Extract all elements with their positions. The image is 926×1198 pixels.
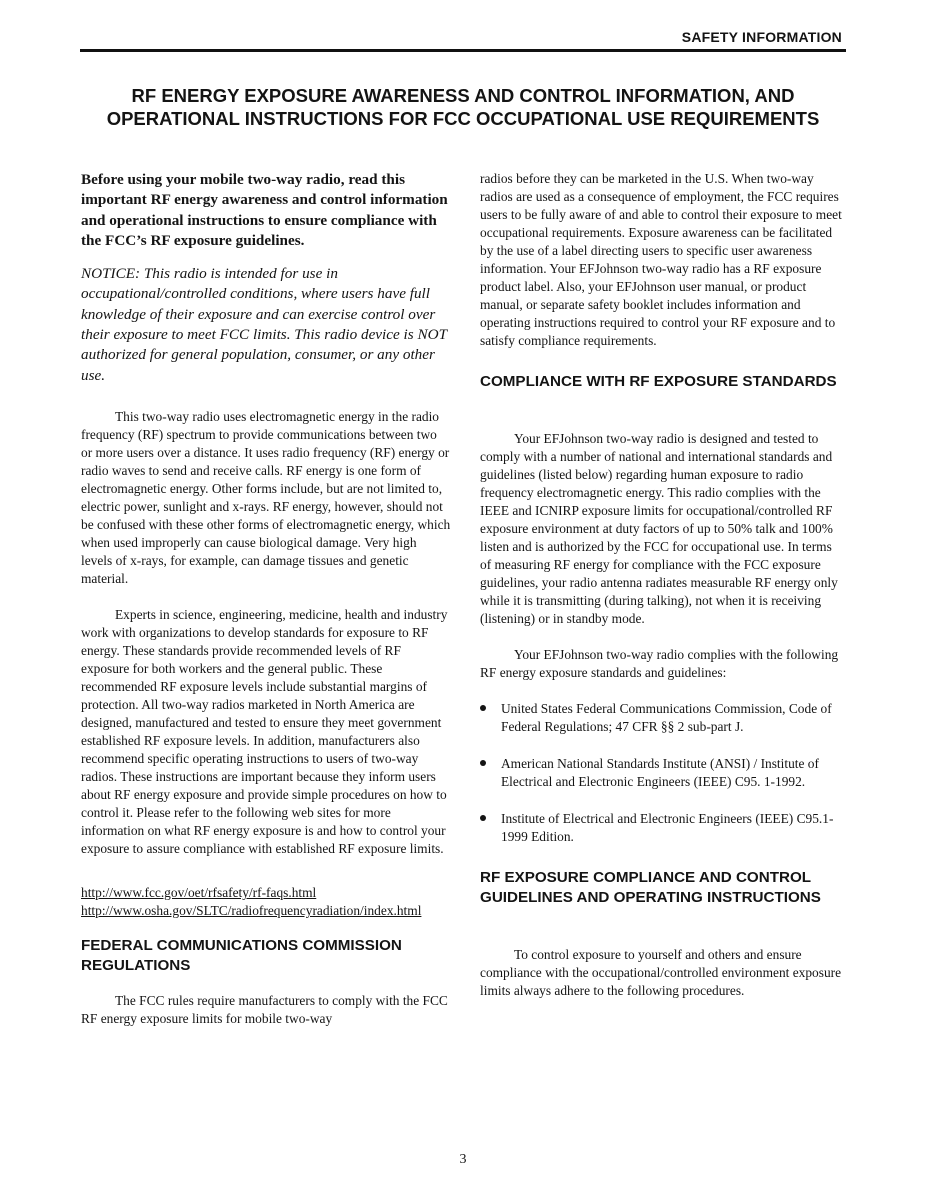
body-paragraph-standards-intro: Your EFJohnson two-way radio complies with the following RF energy exposure standards and guidelines: bbox=[480, 647, 839, 680]
list-item bbox=[480, 755, 846, 791]
fcc-faq-link[interactable]: http://www.fcc.gov/oet/rfsafety/rf-faqs.html bbox=[81, 884, 317, 900]
heading-compliance: COMPLIANCE WITH RF EXPOSURE STANDARDS bbox=[480, 373, 837, 390]
list-item-text: Institute of Electrical and Electronic Engineers (IEEE) C95.1-1999 Edition. bbox=[501, 811, 834, 844]
body-paragraph-fcc-rules: The FCC rules require manufacturers to comply with the FCC RF energy exposure limits for mobile two-way bbox=[81, 992, 448, 1026]
bullet-icon bbox=[480, 815, 486, 821]
page-number: 3 bbox=[459, 1152, 467, 1167]
reference-links bbox=[81, 884, 451, 920]
body-paragraph-rf-energy: This two-way radio uses electromagnetic energy in the radio frequency (RF) spectrum to provide communications between two or more users over a distance. It uses radio frequency (RF) energy or radio waves to send and receive calls. RF energy is one form of electromagnetic energy. Other forms include, but are not limited to, electric power, sunlight and x-rays. RF energy, however, should not be confused with these other forms of electromagnetic energy, which when used improperly can cause biological damage. Very high levels of x-rays, for example, can damage tissues and genetic material. bbox=[81, 408, 451, 586]
heading-fcc-regulations: FEDERAL COMMUNICATIONS COMMISSION REGULATIONS bbox=[81, 936, 402, 974]
body-paragraph-compliance: Your EFJohnson two-way radio is designed and tested to comply with a number of national and international standards and guidelines (listed below) regarding human exposure to radio frequency electromagnetic energy. This radio complies with the IEEE and ICNIRP exposure limits for occupational/controlled RF exposure environment at duty factors of up to 50% talk and 100% listen and is authorized by the FCC for occupational use. In terms of measuring RF energy for compliance with the FCC exposure guidelines, your radio antenna radiates measurable RF energy only while it is transmitting (during talking), not when it is receiving (listening) or in standby mode. bbox=[480, 431, 838, 626]
running-head: SAFETY INFORMATION bbox=[681, 29, 842, 45]
list-item-text: United States Federal Communications Commission, Code of Federal Regulations; 47 CFR §§ 2 sub-part J. bbox=[501, 701, 832, 734]
page-title bbox=[40, 84, 886, 130]
title-line-1: RF ENERGY EXPOSURE AWARENESS AND CONTROL INFORMATION, AND bbox=[131, 85, 795, 106]
body-paragraph-procedures: To control exposure to yourself and others and ensure compliance with the occupational/controlled environment exposure limits always adhere to the following procedures. bbox=[480, 947, 842, 998]
notice-paragraph: NOTICE: This radio is intended for use in occupational/controlled conditions, where users have full knowledge of their exposure and can exercise control over their exposure to meet FCC limits. This radio device is NOT authorized for general population, consumer, or any other use. bbox=[81, 265, 447, 384]
list-item-text: American National Standards Institute (ANSI) / Institute of Electrical and Electronic Engineers (IEEE) C95. 1-1992. bbox=[501, 756, 819, 789]
list-item bbox=[480, 700, 846, 736]
title-line-2: OPERATIONAL INSTRUCTIONS FOR FCC OCCUPATIONAL USE REQUIREMENTS bbox=[106, 108, 820, 129]
header-rule bbox=[80, 49, 846, 52]
body-paragraph-experts: Experts in science, engineering, medicine, health and industry work with organizations to develop standards for exposure to RF energy. These standards provide recommended levels of RF exposure for both workers and the general public. These recommended RF exposure levels include substantial margins of protection. All two-way radios marketed in North America are designed, manufactured and tested to ensure they meet government established RF exposure levels. In addition, manufacturers also recommend specific operating instructions to users of two-way radios. These instructions are important because they inform users about RF energy exposure and provide simple procedures on how to control it. Please refer to the following web sites for more information on what RF energy exposure is and how to control your exposure to assure compliance with established RF exposure limits. bbox=[81, 606, 448, 856]
list-item bbox=[480, 810, 846, 846]
lead-paragraph: Before using your mobile two-way radio, read this important RF energy awareness and control information and operational instructions to ensure compliance with the FCC’s RF exposure guidelines. bbox=[81, 171, 448, 249]
bullet-icon bbox=[480, 705, 486, 711]
osha-link[interactable]: http://www.osha.gov/SLTC/radiofrequencyradiation/index.html bbox=[81, 902, 422, 918]
right-column bbox=[480, 170, 846, 1000]
body-paragraph-fcc-rules-cont: radios before they can be marketed in the U.S. When two-way radios are used as a consequence of employment, the FCC requires users to be fully aware of and able to control their exposure to meet occupational requirements. Exposure awareness can be facilitated by the use of a label directing users to specific user awareness information. Your EFJohnson two-way radio has a RF exposure product label. Also, your EFJohnson user manual, or product manual, or separate safety booklet includes information and operating instructions required to control your RF exposure and to satisfy compliance requirements. bbox=[480, 171, 842, 348]
bullet-icon bbox=[480, 760, 486, 766]
heading-guidelines: RF EXPOSURE COMPLIANCE AND CONTROL GUIDELINES AND OPERATING INSTRUCTIONS bbox=[480, 869, 821, 906]
standards-list bbox=[480, 700, 846, 846]
left-column bbox=[81, 170, 451, 1028]
